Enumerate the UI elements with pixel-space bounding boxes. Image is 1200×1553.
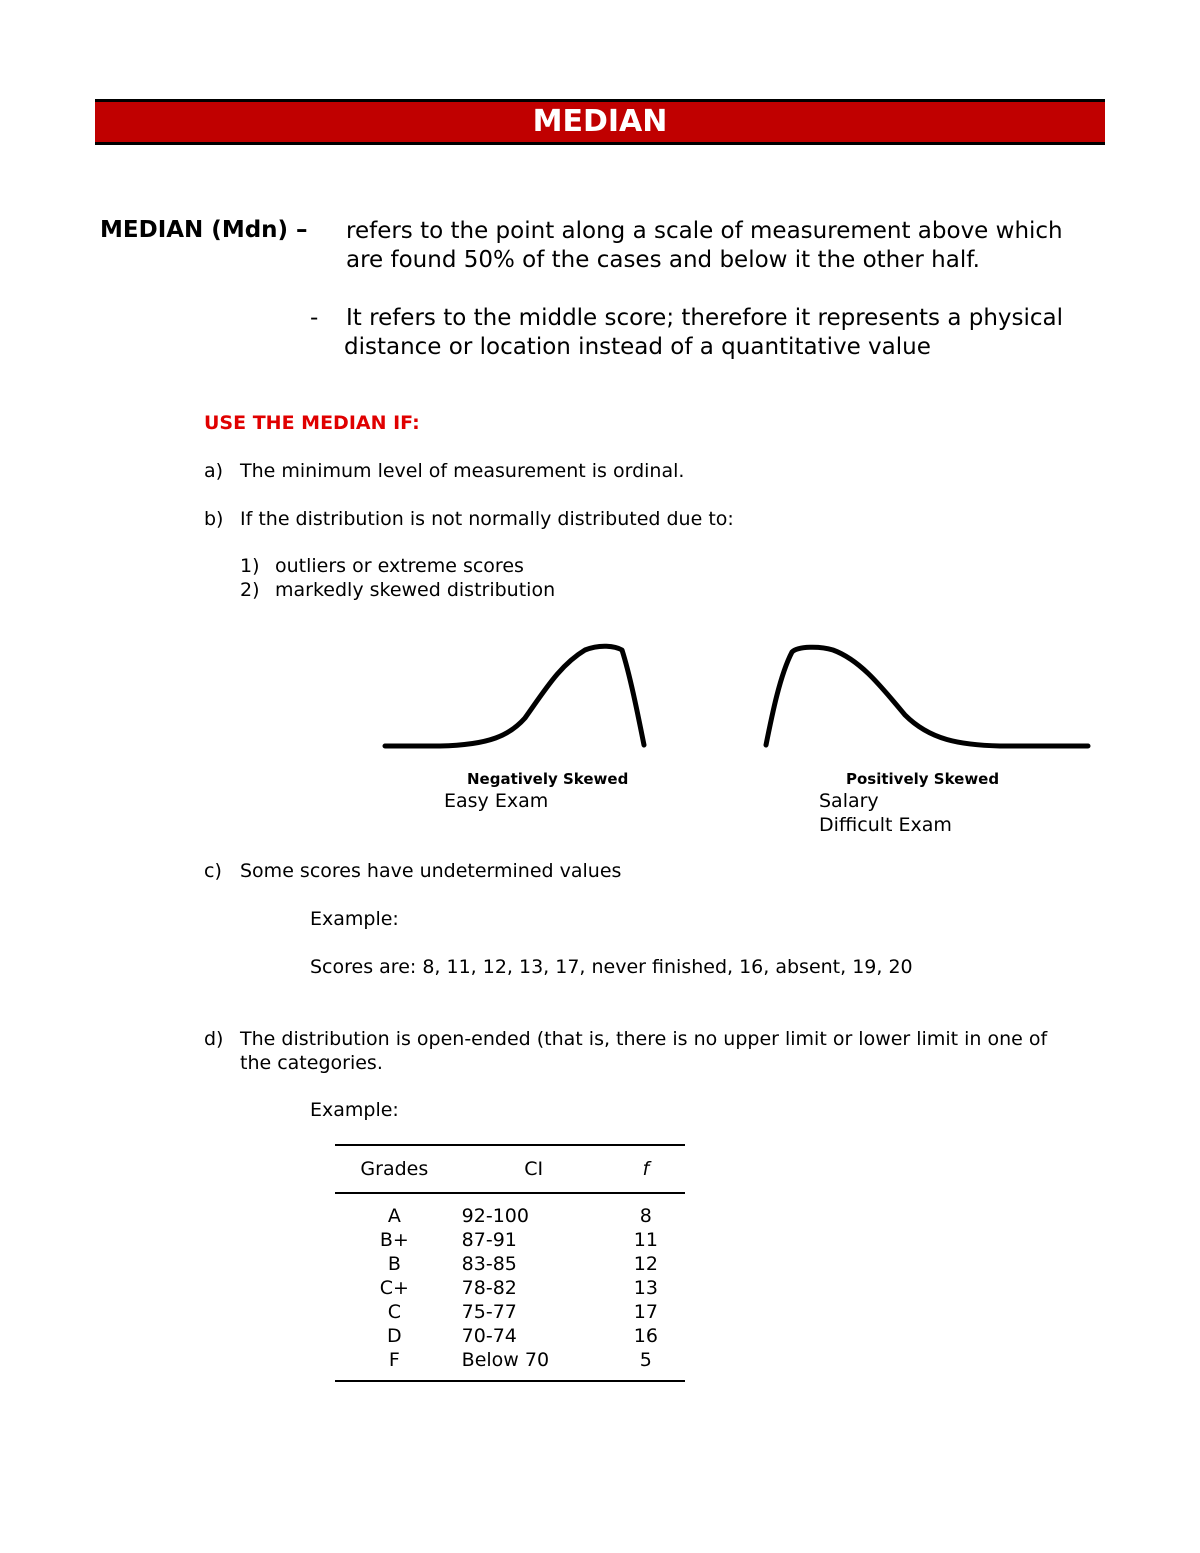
cell-grade: B xyxy=(387,1253,401,1275)
item-d-marker: d) xyxy=(204,1028,224,1050)
cell-grade: B+ xyxy=(379,1229,409,1251)
cell-f: 12 xyxy=(633,1253,658,1275)
bullet-dash: - xyxy=(310,305,319,331)
cell-grade: C+ xyxy=(379,1277,409,1299)
cell-f: 16 xyxy=(633,1325,658,1347)
cell-f: 17 xyxy=(633,1301,658,1323)
cell-ci: Below 70 xyxy=(454,1348,607,1381)
negative-skew-label: Negatively Skewed xyxy=(467,770,629,788)
item-a-marker: a) xyxy=(204,460,224,482)
page-title: MEDIAN xyxy=(532,104,668,139)
item-b1-marker: 1) xyxy=(240,555,260,577)
header-ci: CI xyxy=(454,1145,607,1193)
definition-line-1: refers to the point along a scale of measurement above which xyxy=(346,218,1063,244)
item-b1-text: outliers or extreme scores xyxy=(275,555,524,577)
cell-grade: F xyxy=(335,1348,454,1381)
cell-f: 5 xyxy=(607,1348,685,1381)
cell-grade: A xyxy=(387,1205,401,1227)
item-b2-text: markedly skewed distribution xyxy=(275,579,556,601)
positive-skew-example-1: Salary xyxy=(819,790,879,812)
table-row xyxy=(335,1193,685,1228)
bullet-line-2: distance or location instead of a quantitative value xyxy=(344,334,931,360)
item-b2-marker: 2) xyxy=(240,579,260,601)
header-grades: Grades xyxy=(335,1145,454,1193)
cell-ci: 70-74 xyxy=(461,1325,517,1347)
table-row xyxy=(335,1228,685,1252)
cell-ci: 78-82 xyxy=(461,1277,517,1299)
item-c-text: Some scores have undetermined values xyxy=(240,860,622,882)
negative-skew-curve xyxy=(385,646,644,746)
cell-ci: 92-100 xyxy=(461,1205,529,1227)
cell-f: 13 xyxy=(633,1277,658,1299)
item-c-example-label: Example: xyxy=(310,908,399,930)
table-row xyxy=(335,1324,685,1348)
negative-skew-example: Easy Exam xyxy=(444,790,549,812)
cell-ci: 83-85 xyxy=(461,1253,517,1275)
cell-ci: 75-77 xyxy=(461,1301,517,1323)
bullet-line-1: It refers to the middle score; therefore it represents a physical xyxy=(346,305,1064,331)
item-b-text: If the distribution is not normally distributed due to: xyxy=(240,508,734,530)
item-a-text: The minimum level of measurement is ordinal. xyxy=(240,460,685,482)
positive-skew-label: Positively Skewed xyxy=(846,770,1000,788)
item-c-scores: Scores are: 8, 11, 12, 13, 17, never finished, 16, absent, 19, 20 xyxy=(310,956,913,978)
positive-skew-curve xyxy=(766,647,1088,746)
positive-skew-example-2: Difficult Exam xyxy=(819,814,952,836)
item-d-line-2: the categories. xyxy=(240,1052,383,1074)
item-b-marker: b) xyxy=(204,508,224,530)
cell-f: 8 xyxy=(639,1205,652,1227)
definition-line-2: are found 50% of the cases and below it the other half. xyxy=(346,247,980,273)
item-c-marker: c) xyxy=(204,860,222,882)
cell-ci: 87-91 xyxy=(461,1229,517,1251)
definition-term: MEDIAN (Mdn) – xyxy=(100,217,308,243)
use-median-heading: USE THE MEDIAN IF: xyxy=(204,412,420,434)
cell-grade: D xyxy=(387,1325,402,1347)
grades-table xyxy=(335,1144,685,1382)
cell-f: 11 xyxy=(633,1229,658,1251)
item-d-example-label: Example: xyxy=(310,1099,399,1121)
table-row xyxy=(335,1276,685,1300)
table-header-row xyxy=(335,1145,685,1193)
table-row xyxy=(335,1348,685,1381)
table-row xyxy=(335,1252,685,1276)
cell-grade: C xyxy=(387,1301,401,1323)
header-f: f xyxy=(607,1145,685,1193)
item-d-line-1: The distribution is open-ended (that is, there is no upper limit or lower limit in one of xyxy=(240,1028,1048,1050)
table-row xyxy=(335,1300,685,1324)
